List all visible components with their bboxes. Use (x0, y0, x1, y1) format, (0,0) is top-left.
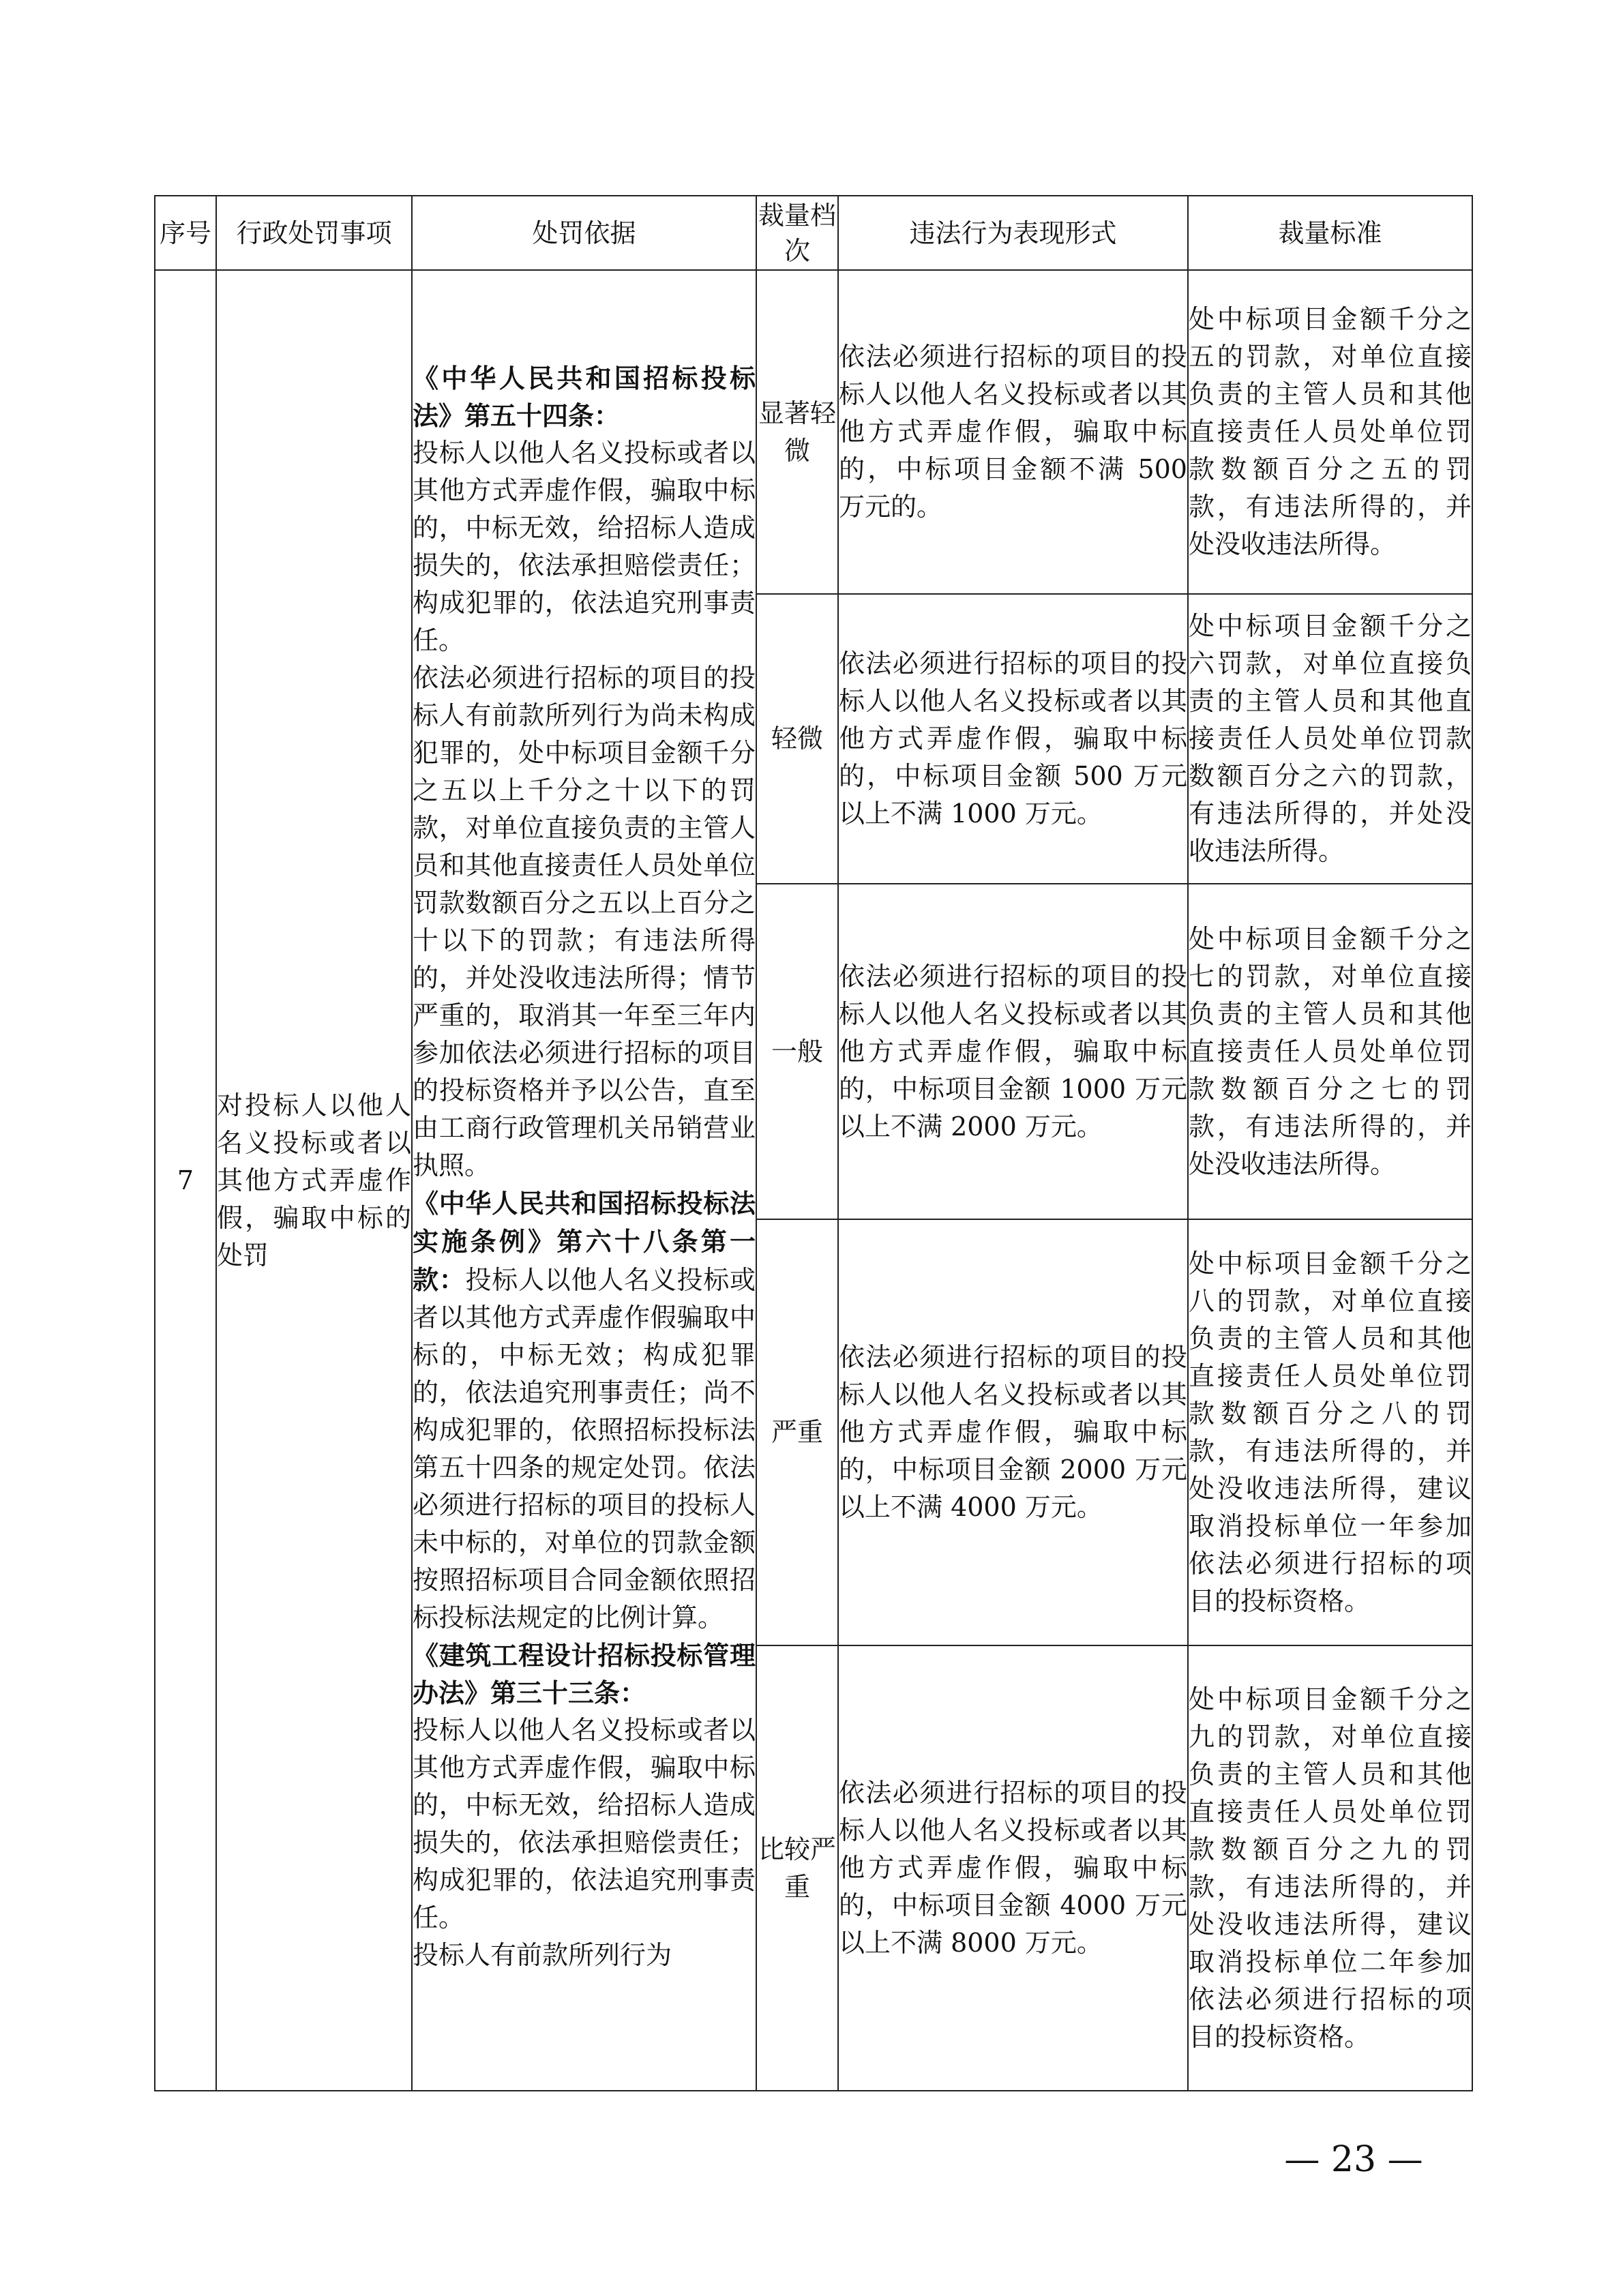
basis-law-3-text: 投标人以他人名义投标或者以其他方式弄虚作假，骗取中标的，中标无效，给招标人造成损失的，依法承担赔偿责任；构成犯罪的，依法追究刑事责任。 (413, 1715, 756, 1933)
standard-text: 处中标项目金额千分之七的罚款，对单位直接负责的主管人员和其他直接责任人员处单位罚款数额百分之七的罚款，有违法所得的，并处没收违法所得。 (1188, 884, 1472, 1219)
header-behavior: 违法行为表现形式 (838, 196, 1188, 270)
basis-law-3-text-2: 投标人有前款所列行为 (413, 1940, 672, 1970)
standard-text: 处中标项目金额千分之五的罚款，对单位直接负责的主管人员和其他直接责任人员处单位罚款数额百分之五的罚款，有违法所得的，并处没收违法所得。 (1188, 270, 1472, 594)
header-standard: 裁量标准 (1188, 196, 1472, 270)
header-seq: 序号 (155, 196, 216, 270)
header-basis: 处罚依据 (412, 196, 756, 270)
level-label: 严重 (756, 1219, 838, 1645)
basis-law-2-title: 《中华人民共和国招标投标法实施条例》第六十八条第一款： (413, 1188, 756, 1295)
behavior-text: 依法必须进行招标的项目的投标人以他人名义投标或者以其他方式弄虚作假，骗取中标的，中标项目金额 500 万元以上不满 1000 万元。 (838, 594, 1188, 884)
row-basis (412, 270, 756, 2091)
basis-law-1-text-2: 依法必须进行招标的项目的投标人有前款所列行为尚未构成犯罪的，处中标项目金额千分之五以上千分之十以下的罚款，对单位直接负责的主管人员和其他直接责任人员处单位罚款数额百分之五以上百分之十以下的罚款；有违法所得的，并处没收违法所得；情节严重的，取消其一年至三年内参加依法必须进行招标的项目的投标资格并予以公告，直至由工商行政管理机关吊销营业执照。 (413, 663, 756, 1180)
behavior-text: 依法必须进行招标的项目的投标人以他人名义投标或者以其他方式弄虚作假，骗取中标的，中标项目金额 2000 万元以上不满 4000 万元。 (838, 1219, 1188, 1645)
level-label: 比较严重 (756, 1645, 838, 2091)
penalty-table (154, 195, 1473, 2091)
behavior-text: 依法必须进行招标的项目的投标人以他人名义投标或者以其他方式弄虚作假，骗取中标的，中标项目金额不满 500 万元的。 (838, 270, 1188, 594)
header-item: 行政处罚事项 (216, 196, 412, 270)
basis-law-2-text: 投标人以他人名义投标或者以其他方式弄虚作假骗取中标的，中标无效；构成犯罪的，依法追究刑事责任；尚不构成犯罪的，依照招标投标法第五十四条的规定处罚。依法必须进行招标的项目的投标人未中标的，对单位的罚款金额按照招标项目合同金额依照招标投标法规定的比例计算。 (413, 1265, 756, 1632)
row-seq: 7 (155, 270, 216, 2091)
basis-law-1-text: 投标人以他人名义投标或者以其他方式弄虚作假，骗取中标的，中标无效，给招标人造成损失的，依法承担赔偿责任；构成犯罪的，依法追究刑事责任。 (413, 438, 756, 655)
level-label: 轻微 (756, 594, 838, 884)
table-header-row (155, 196, 1472, 270)
behavior-text: 依法必须进行招标的项目的投标人以他人名义投标或者以其他方式弄虚作假，骗取中标的，中标项目金额 1000 万元以上不满 2000 万元。 (838, 884, 1188, 1219)
page-number: — 23 — (1284, 2139, 1423, 2180)
standard-text: 处中标项目金额千分之六罚款，对单位直接负责的主管人员和其他直接责任人员处单位罚款数额百分之六的罚款，有违法所得的，并处没收违法所得。 (1188, 594, 1472, 884)
standard-text: 处中标项目金额千分之九的罚款，对单位直接负责的主管人员和其他直接责任人员处单位罚款数额百分之九的罚款，有违法所得的，并处没收违法所得，建议取消投标单位二年参加依法必须进行招标的项目的投标资格。 (1188, 1645, 1472, 2091)
basis-law-3-title: 《建筑工程设计招标投标管理办法》第三十三条： (413, 1640, 756, 1708)
level-label: 一般 (756, 884, 838, 1219)
behavior-text: 依法必须进行招标的项目的投标人以他人名义投标或者以其他方式弄虚作假，骗取中标的，中标项目金额 4000 万元以上不满 8000 万元。 (838, 1645, 1188, 2091)
basis-law-1-title: 《中华人民共和国招标投标法》第五十四条： (413, 363, 756, 431)
row-item: 对投标人以他人名义投标或者以其他方式弄虚作假，骗取中标的处罚 (216, 270, 412, 2091)
header-level: 裁量档次 (756, 196, 838, 270)
table-row (155, 270, 1472, 594)
level-label: 显著轻微 (756, 270, 838, 594)
standard-text: 处中标项目金额千分之八的罚款，对单位直接负责的主管人员和其他直接责任人员处单位罚款数额百分之八的罚款，有违法所得的，并处没收违法所得，建议取消投标单位一年参加依法必须进行招标的项目的投标资格。 (1188, 1219, 1472, 1645)
